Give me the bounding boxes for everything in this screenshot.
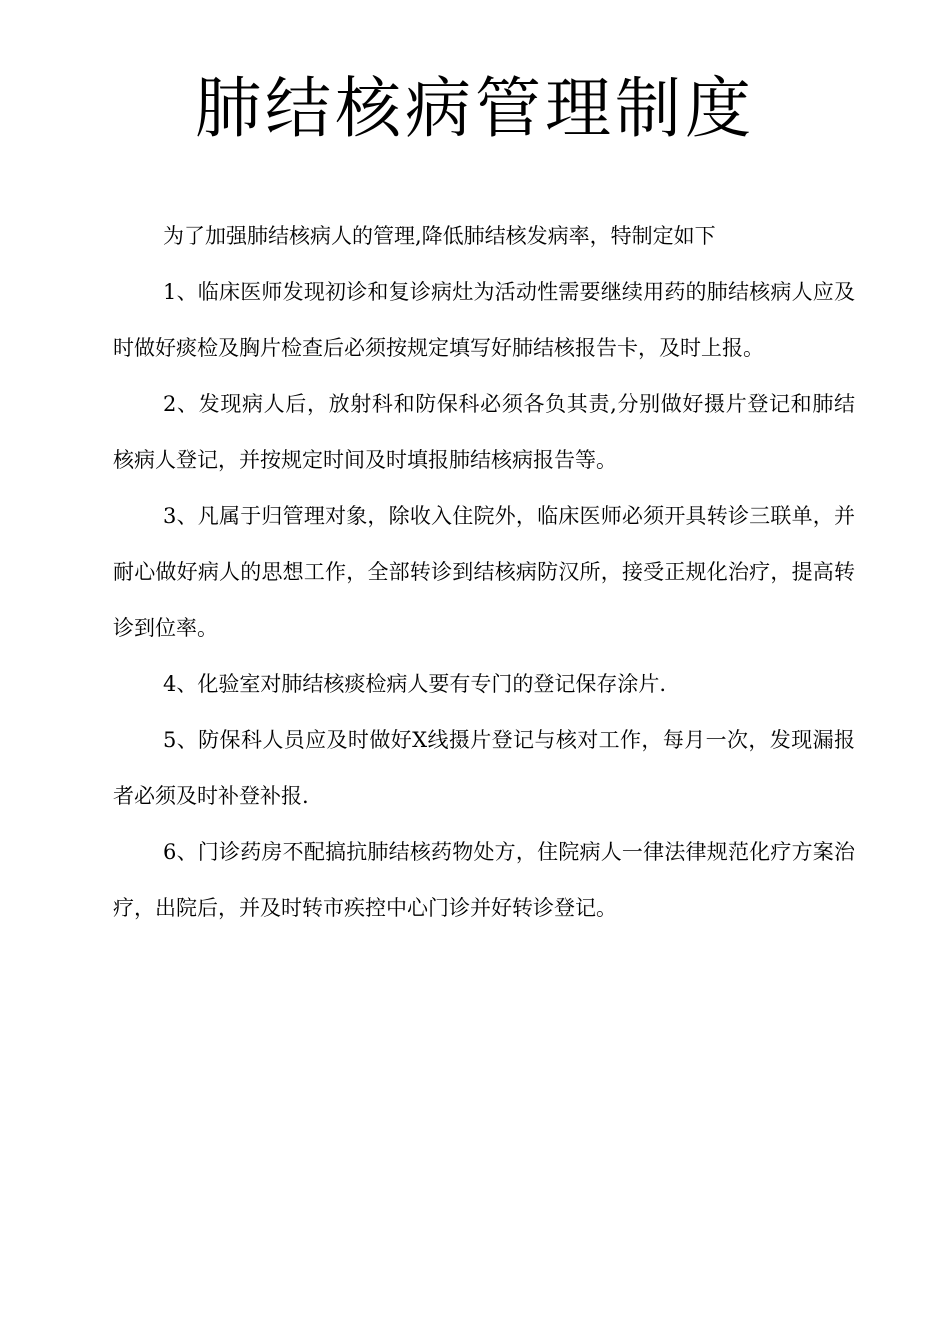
rule-item-6: 6、门诊药房不配搞抗肺结核药物处方，住院病人一律法律规范化疗方案治疗，出院后，并及时转市疾控中心门诊并好转诊登记。 — [113, 840, 855, 920]
rule-item-1: 1、临床医师发现初诊和复诊病灶为活动性需要继续用药的肺结核病人应及时做好痰检及胸片检查后必须按规定填写好肺结核报告卡，及时上报。 — [113, 280, 855, 360]
rule-item-4: 4、化验室对肺结核痰检病人要有专门的登记保存涂片. — [163, 672, 667, 696]
intro-paragraph: 为了加强肺结核病人的管理,降低肺结核发病率，特制定如下 — [163, 224, 716, 248]
document-title: 肺结核病管理制度 — [195, 70, 755, 147]
rule-item-5: 5、防保科人员应及时做好X线摄片登记与核对工作，每月一次，发现漏报者必须及时补登补报. — [113, 728, 855, 808]
rule-item-2: 2、发现病人后，放射科和防保科必须各负其责,分别做好摄片登记和肺结核病人登记，并按规定时间及时填报肺结核病报告等。 — [113, 392, 855, 472]
rule-item-3: 3、凡属于归管理对象，除收入住院外，临床医师必须开具转诊三联单，并耐心做好病人的思想工作，全部转诊到结核病防汉所，接受正规化治疗，提高转诊到位率。 — [113, 504, 855, 640]
document-body — [113, 208, 855, 936]
